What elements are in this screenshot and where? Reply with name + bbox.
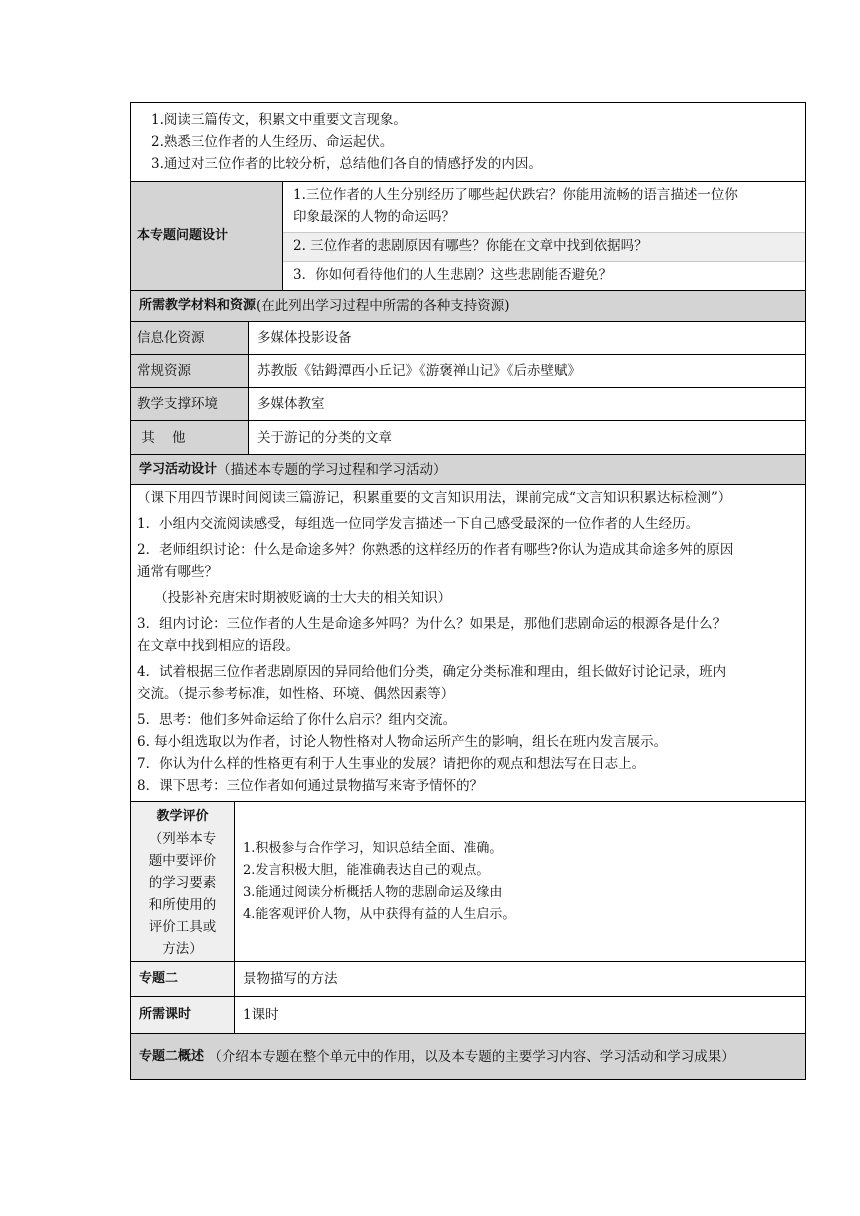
hours-value: 1课时 — [243, 1007, 279, 1023]
question-item — [283, 182, 805, 232]
evaluation-label — [131, 802, 235, 961]
question-line: 印象最深的人物的命运吗？ — [293, 209, 455, 225]
materials-row-label: 教学支撑环境 — [131, 388, 249, 420]
overview-heading-note: （介绍本专题在整个单元中的作用，以及本专题的主要学习内容、学习活动和学习成果） — [204, 1048, 735, 1065]
learning-goals — [131, 103, 805, 182]
evaluation-note-line: 评价工具或 — [148, 919, 217, 935]
activities-body — [131, 485, 805, 802]
topic2-label: 专题二 — [131, 962, 235, 996]
activity-line: 在文章中找到相应的语段。 — [137, 638, 299, 654]
activities-heading — [131, 455, 805, 485]
materials-row — [131, 421, 805, 454]
activity-paragraph — [137, 661, 799, 705]
question-item — [283, 261, 805, 290]
materials-row-value: 多媒体投影设备 — [257, 330, 352, 346]
question-item — [283, 232, 805, 261]
question-design-section — [131, 182, 805, 291]
activity-line: 3．组内讨论：三位作者的人生是命途多舛吗？为什么？如果是，那他们悲剧命运的根源各是什么？ — [137, 616, 727, 632]
hours-label: 所需课时 — [131, 997, 235, 1033]
lesson-plan-table — [130, 102, 806, 1080]
materials-row — [131, 322, 805, 355]
question-line: 1.三位作者的人生分别经历了哪些起伏跌宕？你能用流畅的语言描述一位你 — [293, 187, 738, 203]
materials-row-label: 其 他 — [131, 421, 249, 454]
evaluation-note-line: 方法） — [162, 941, 203, 957]
evaluation-note-line: 题中要评价 — [148, 853, 217, 869]
activities-heading-title: 学习活动设计 — [139, 461, 218, 477]
evaluation-item: 2.发言积极大胆，能准确表达自己的观点。 — [243, 863, 490, 878]
evaluation-note-line: 和所使用的 — [148, 897, 217, 913]
question-line: 3．你如何看待他们的人生悲剧？这些悲剧能否避免？ — [293, 267, 613, 283]
materials-row-value: 关于游记的分类的文章 — [257, 429, 392, 446]
materials-heading-note: (在此列出学习过程中所需的各种支持资源) — [256, 298, 510, 314]
materials-heading-title: 所需教学材料和资源 — [139, 298, 257, 313]
activity-paragraph: （课下用四节课时间阅读三篇游记，积累重要的文言知识用法，课前完成“文言知识积累达标检测”） — [137, 490, 732, 506]
activity-line: 交流。（提示参考标准，如性格、环境、偶然因素等） — [137, 686, 455, 702]
evaluation-item: 4.能客观评价人物，从中获得有益的人生启示。 — [243, 907, 516, 922]
activity-paragraph — [137, 539, 799, 583]
question-line: 2. 三位作者的悲剧原因有哪些？你能在文章中找到依据吗？ — [293, 238, 648, 254]
evaluation-items — [235, 802, 805, 961]
activity-line: 4．试着根据三位作者悲剧原因的异同给他们分类，确定分类标准和理由，组长做好讨论记录，班内 — [137, 664, 727, 680]
activity-paragraph: 7．你认为什么样的性格更有利于人生事业的发展？请把你的观点和想法写在日志上。 — [137, 756, 646, 772]
goal-item: 2.熟悉三位作者的人生经历、命运起伏。 — [151, 134, 394, 150]
materials-row — [131, 388, 805, 421]
materials-heading — [131, 291, 805, 322]
goal-item: 3.通过对三位作者的比较分析，总结他们各自的情感抒发的内因。 — [151, 156, 542, 172]
activity-line: 2．老师组织讨论：什么是命途多舛？你熟悉的这样经历的作者有哪些?你认为造成其命途多舛的原因 — [137, 542, 734, 558]
topic2-value: 景物描写的方法 — [243, 971, 338, 987]
overview-heading-title: 专题二概述 — [139, 1048, 205, 1064]
activity-paragraph: 5．思考：他们多舛命运给了你什么启示？组内交流。 — [137, 712, 457, 728]
evaluation-note-line: （列举本专 — [148, 831, 217, 847]
hours-row — [131, 997, 805, 1034]
evaluation-note-line: 的学习要素 — [148, 875, 217, 891]
evaluation-item: 3.能通过阅读分析概括人物的悲剧命运及缘由 — [243, 885, 503, 900]
activity-paragraph: 6. 每小组选取以为作者，讨论人物性格对人物命运所产生的影响，组长在班内发言展示。 — [137, 734, 668, 750]
materials-row-label: 常规资源 — [131, 355, 249, 387]
topic2-overview-heading — [131, 1034, 805, 1079]
materials-table — [131, 322, 805, 455]
materials-row-value: 多媒体教室 — [257, 396, 325, 412]
goal-item: 1.阅读三篇传文，积累文中重要文言现象。 — [151, 112, 407, 128]
question-list — [283, 182, 805, 290]
evaluation-item: 1.积极参与合作学习，知识总结全面、准确。 — [243, 841, 503, 856]
activities-heading-note: （描述本专题的学习过程和学习活动） — [217, 461, 447, 478]
activity-paragraph — [137, 613, 799, 657]
materials-row-value: 苏教版《钴鉧潭西小丘记》《游褒禅山记》《后赤壁赋》 — [257, 363, 581, 379]
evaluation-section — [131, 802, 805, 962]
topic2-row — [131, 962, 805, 997]
activity-paragraph: （投影补充唐宋时期被贬谪的士大夫的相关知识） — [137, 590, 452, 606]
question-design-label: 本专题问题设计 — [131, 182, 283, 290]
activity-paragraph: 1．小组内交流阅读感受，每组选一位同学发言描述一下自己感受最深的一位作者的人生经历。 — [137, 516, 700, 532]
activity-line: 通常有哪些？ — [137, 564, 218, 580]
materials-row-label: 信息化资源 — [131, 322, 249, 354]
activity-paragraph: 8．课下思考：三位作者如何通过景物描写来寄予情怀的？ — [137, 778, 484, 794]
evaluation-title: 教学评价 — [156, 809, 209, 824]
materials-row — [131, 355, 805, 388]
